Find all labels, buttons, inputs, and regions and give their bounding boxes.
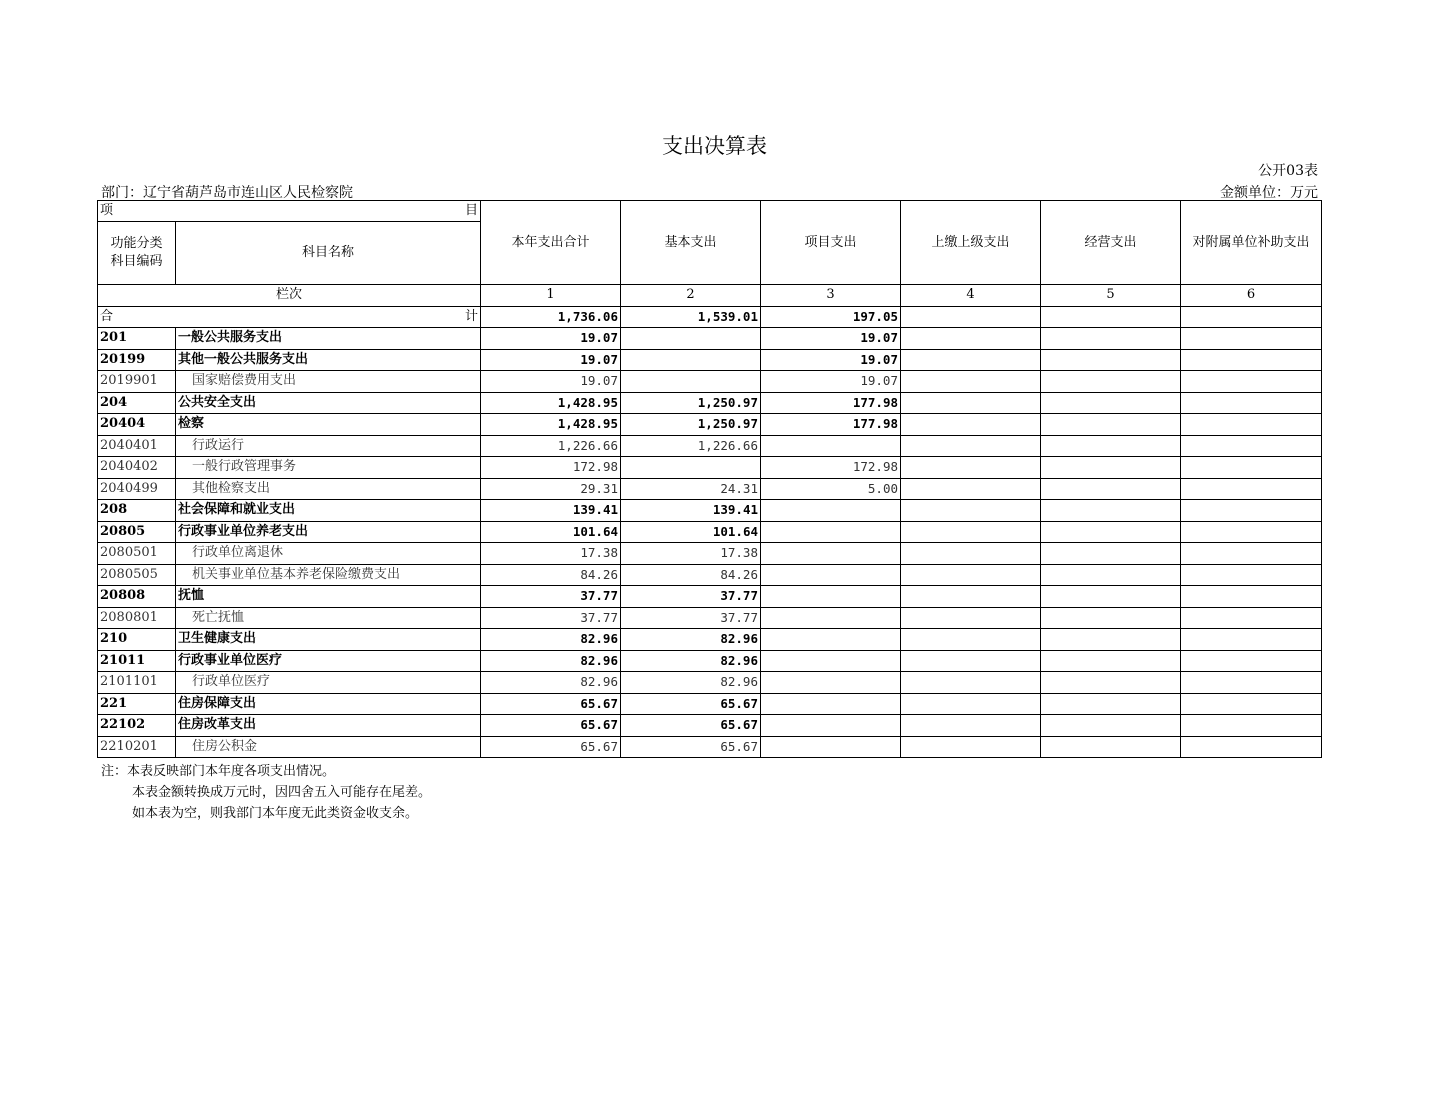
row-value [1041, 349, 1181, 371]
row-name: 公共安全支出 [176, 392, 481, 414]
row-value [1181, 650, 1322, 672]
row-value [761, 543, 901, 565]
row-value [1181, 392, 1322, 414]
row-name: 其他检察支出 [176, 478, 481, 500]
row-value: 65.67 [621, 715, 761, 737]
table-row [98, 500, 1322, 522]
row-value [621, 371, 761, 393]
row-value [1041, 564, 1181, 586]
row-value: 1,250.97 [621, 414, 761, 436]
row-value [901, 629, 1041, 651]
row-code: 210 [98, 629, 176, 651]
row-value: 82.96 [481, 672, 621, 694]
note-1: 注：本表反映部门本年度各项支出情况。 [101, 764, 336, 779]
row-value: 37.77 [621, 607, 761, 629]
total-label-left: 合 [100, 308, 114, 324]
col-num-3: 3 [761, 285, 901, 307]
row-code: 22102 [98, 715, 176, 737]
row-value [901, 457, 1041, 479]
row-code: 2080501 [98, 543, 176, 565]
column-number-row [98, 285, 1322, 307]
table-row [98, 328, 1322, 350]
row-value [761, 629, 901, 651]
row-name: 国家赔偿费用支出 [176, 371, 481, 393]
total-value-4 [901, 306, 1041, 328]
table-row [98, 564, 1322, 586]
row-value [761, 650, 901, 672]
row-value [1041, 500, 1181, 522]
table-row [98, 478, 1322, 500]
col-num-6: 6 [1181, 285, 1322, 307]
row-value [1041, 392, 1181, 414]
row-code: 201 [98, 328, 176, 350]
row-value: 65.67 [621, 693, 761, 715]
table-row [98, 521, 1322, 543]
row-value [1041, 650, 1181, 672]
col-num-5: 5 [1041, 285, 1181, 307]
row-name: 其他一般公共服务支出 [176, 349, 481, 371]
row-value [901, 521, 1041, 543]
row-name: 检察 [176, 414, 481, 436]
row-value: 37.77 [621, 586, 761, 608]
row-value: 65.67 [481, 715, 621, 737]
department-label: 部门：辽宁省葫芦岛市连山区人民检察院 [101, 185, 353, 201]
row-name: 一般行政管理事务 [176, 457, 481, 479]
header-name-col: 科目名称 [176, 222, 481, 285]
header-col-2: 基本支出 [621, 201, 761, 285]
row-code: 20808 [98, 586, 176, 608]
row-value: 5.00 [761, 478, 901, 500]
row-code: 221 [98, 693, 176, 715]
expenditure-table [97, 200, 1322, 758]
row-value [1181, 349, 1322, 371]
row-value [1181, 457, 1322, 479]
row-value [1181, 478, 1322, 500]
row-label: 栏次 [98, 285, 481, 307]
row-value [1041, 586, 1181, 608]
row-value: 84.26 [621, 564, 761, 586]
row-value: 177.98 [761, 414, 901, 436]
row-value [901, 650, 1041, 672]
row-value [1181, 715, 1322, 737]
row-value: 19.07 [481, 349, 621, 371]
row-code: 2101101 [98, 672, 176, 694]
row-value: 65.67 [481, 693, 621, 715]
row-value [1181, 672, 1322, 694]
row-value [761, 564, 901, 586]
row-name: 死亡抚恤 [176, 607, 481, 629]
row-value [1181, 414, 1322, 436]
row-value [901, 672, 1041, 694]
row-value [1181, 371, 1322, 393]
row-value [901, 607, 1041, 629]
row-value [901, 693, 1041, 715]
row-value [901, 564, 1041, 586]
row-value [901, 543, 1041, 565]
table-row [98, 543, 1322, 565]
row-value [901, 435, 1041, 457]
table-row [98, 392, 1322, 414]
total-value-2: 1,539.01 [621, 306, 761, 328]
col-num-2: 2 [621, 285, 761, 307]
row-name: 行政事业单位养老支出 [176, 521, 481, 543]
table-row [98, 435, 1322, 457]
row-value [1041, 672, 1181, 694]
row-value [1181, 521, 1322, 543]
row-name: 行政单位离退休 [176, 543, 481, 565]
row-value: 19.07 [481, 328, 621, 350]
row-value [761, 500, 901, 522]
row-value: 82.96 [621, 672, 761, 694]
row-name: 住房保障支出 [176, 693, 481, 715]
row-code: 2040499 [98, 478, 176, 500]
row-value: 37.77 [481, 586, 621, 608]
row-value: 84.26 [481, 564, 621, 586]
row-value [1181, 607, 1322, 629]
row-value [1041, 693, 1181, 715]
row-value: 65.67 [621, 736, 761, 758]
row-value [761, 586, 901, 608]
row-name: 住房公积金 [176, 736, 481, 758]
row-name: 社会保障和就业支出 [176, 500, 481, 522]
row-value: 1,428.95 [481, 414, 621, 436]
total-label-right: 计 [464, 308, 478, 324]
row-value: 177.98 [761, 392, 901, 414]
table-row [98, 586, 1322, 608]
row-value: 19.07 [761, 328, 901, 350]
row-value [1181, 328, 1322, 350]
row-value [761, 435, 901, 457]
row-value: 24.31 [621, 478, 761, 500]
row-name: 住房改革支出 [176, 715, 481, 737]
col-num-4: 4 [901, 285, 1041, 307]
row-value [761, 715, 901, 737]
row-code: 21011 [98, 650, 176, 672]
header-col-6: 对附属单位补助支出 [1181, 201, 1322, 285]
row-name: 行政运行 [176, 435, 481, 457]
row-value [621, 457, 761, 479]
row-value [1181, 543, 1322, 565]
row-value: 101.64 [621, 521, 761, 543]
table-row [98, 607, 1322, 629]
row-code: 2040402 [98, 457, 176, 479]
row-name: 一般公共服务支出 [176, 328, 481, 350]
total-row [98, 306, 1322, 328]
table-row [98, 349, 1322, 371]
row-value: 1,226.66 [481, 435, 621, 457]
row-value [1181, 564, 1322, 586]
row-value: 37.77 [481, 607, 621, 629]
table-row [98, 371, 1322, 393]
row-value: 1,250.97 [621, 392, 761, 414]
row-code: 204 [98, 392, 176, 414]
row-value [1041, 607, 1181, 629]
row-name: 抚恤 [176, 586, 481, 608]
header-row-1 [98, 201, 1322, 222]
row-value: 19.07 [761, 349, 901, 371]
note-2: 本表金额转换成万元时，因四舍五入可能存在尾差。 [132, 785, 432, 800]
row-value [901, 736, 1041, 758]
row-value: 17.38 [621, 543, 761, 565]
row-value: 29.31 [481, 478, 621, 500]
header-item-cell [98, 201, 481, 222]
col-num-1: 1 [481, 285, 621, 307]
row-value [1041, 715, 1181, 737]
table-row [98, 672, 1322, 694]
row-value: 139.41 [621, 500, 761, 522]
row-value [1041, 328, 1181, 350]
row-value: 172.98 [481, 457, 621, 479]
row-value [1041, 543, 1181, 565]
row-value [761, 672, 901, 694]
row-value: 139.41 [481, 500, 621, 522]
row-value [621, 328, 761, 350]
row-value [901, 500, 1041, 522]
row-value [901, 392, 1041, 414]
row-value [761, 693, 901, 715]
row-value: 82.96 [621, 650, 761, 672]
row-code: 2080801 [98, 607, 176, 629]
row-value: 1,428.95 [481, 392, 621, 414]
row-value [901, 414, 1041, 436]
row-value [1041, 414, 1181, 436]
row-value [901, 715, 1041, 737]
total-value-3: 197.05 [761, 306, 901, 328]
row-code: 2080505 [98, 564, 176, 586]
notes [101, 761, 431, 824]
row-value: 82.96 [481, 629, 621, 651]
table-row [98, 414, 1322, 436]
row-value [1041, 435, 1181, 457]
row-value [1041, 478, 1181, 500]
header-col-4: 上缴上级支出 [901, 201, 1041, 285]
row-value [621, 349, 761, 371]
row-value [1181, 586, 1322, 608]
total-value-1: 1,736.06 [481, 306, 621, 328]
row-value: 1,226.66 [621, 435, 761, 457]
row-code: 20805 [98, 521, 176, 543]
row-value [1181, 736, 1322, 758]
table-row [98, 629, 1322, 651]
row-code: 2019901 [98, 371, 176, 393]
note-3: 如本表为空，则我部门本年度无此类资金收支余。 [132, 806, 419, 821]
total-value-5 [1041, 306, 1181, 328]
row-value [1041, 371, 1181, 393]
row-value [761, 607, 901, 629]
row-value: 17.38 [481, 543, 621, 565]
row-value [1181, 500, 1322, 522]
row-value: 19.07 [481, 371, 621, 393]
table-row [98, 457, 1322, 479]
row-value [1041, 521, 1181, 543]
table-row [98, 736, 1322, 758]
row-value: 82.96 [481, 650, 621, 672]
row-value: 82.96 [621, 629, 761, 651]
row-value: 65.67 [481, 736, 621, 758]
row-value [901, 478, 1041, 500]
page-title: 支出决算表 [662, 134, 767, 158]
header-xiang: 项 [100, 203, 114, 218]
table-row [98, 715, 1322, 737]
row-value [1181, 693, 1322, 715]
row-value [1181, 629, 1322, 651]
row-name: 卫生健康支出 [176, 629, 481, 651]
total-label-cell [98, 306, 481, 328]
row-value [901, 371, 1041, 393]
header-col-5: 经营支出 [1041, 201, 1181, 285]
row-value: 19.07 [761, 371, 901, 393]
row-value [901, 328, 1041, 350]
table-row [98, 693, 1322, 715]
row-value [901, 349, 1041, 371]
row-code: 2040401 [98, 435, 176, 457]
row-value [1041, 457, 1181, 479]
total-value-6 [1181, 306, 1322, 328]
form-code: 公开03表 [1258, 163, 1318, 179]
header-code-col: 功能分类 科目编码 [98, 222, 176, 285]
row-value [1041, 736, 1181, 758]
header-col-1: 本年支出合计 [481, 201, 621, 285]
row-value [901, 586, 1041, 608]
header-col-3: 项目支出 [761, 201, 901, 285]
unit-label: 金额单位：万元 [1220, 185, 1318, 201]
row-code: 20404 [98, 414, 176, 436]
row-code: 208 [98, 500, 176, 522]
row-value [1041, 629, 1181, 651]
header-mu: 目 [464, 203, 478, 218]
row-value [1181, 435, 1322, 457]
row-value: 101.64 [481, 521, 621, 543]
table-row [98, 650, 1322, 672]
row-value [761, 736, 901, 758]
row-name: 行政事业单位医疗 [176, 650, 481, 672]
table-body [98, 201, 1322, 758]
row-name: 行政单位医疗 [176, 672, 481, 694]
row-value: 172.98 [761, 457, 901, 479]
row-name: 机关事业单位基本养老保险缴费支出 [176, 564, 481, 586]
row-code: 20199 [98, 349, 176, 371]
row-code: 2210201 [98, 736, 176, 758]
row-value [761, 521, 901, 543]
